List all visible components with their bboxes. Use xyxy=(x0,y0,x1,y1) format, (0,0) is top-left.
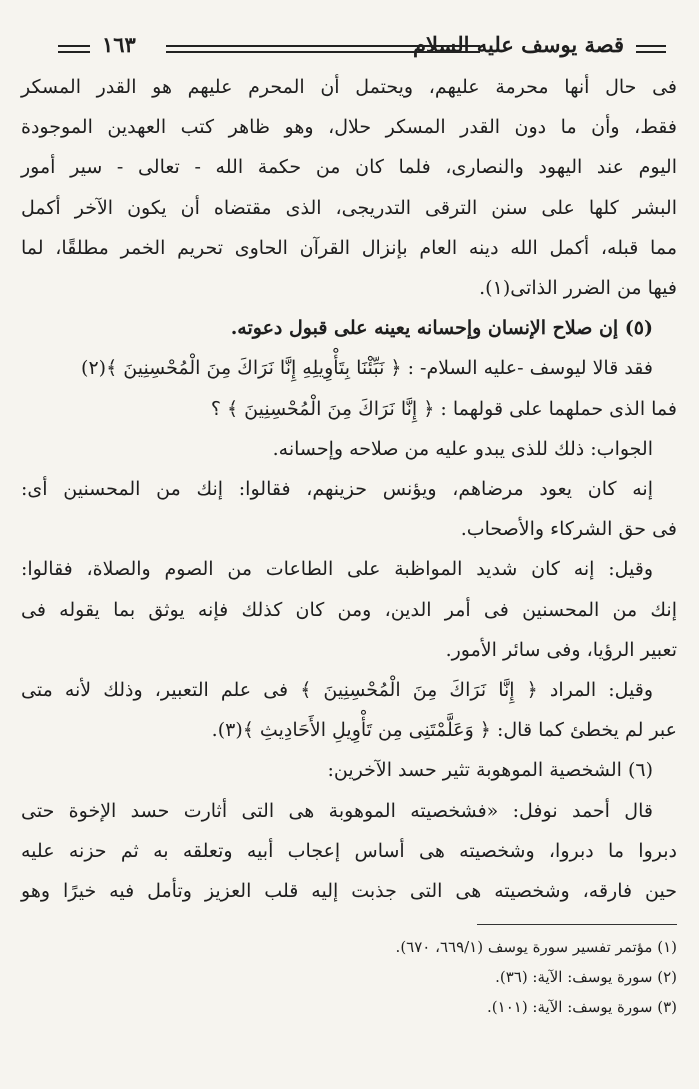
header-rule-middle xyxy=(166,45,480,53)
footnote-divider xyxy=(477,924,677,925)
header-rule-right xyxy=(636,45,666,53)
running-header xyxy=(58,32,666,68)
text-line: وقيل: إنه كان شديد المواظبة على الطاعات من الصوم والصلاة، فقالوا: xyxy=(21,558,653,581)
footnote: (١) مؤتمر تفسير سورة يوسف (٦٦٩/١، ٦٧٠). xyxy=(395,938,677,956)
text-line: عبر لم يخطئ كما قال: ﴿ وَعَلَّمْتَنِى مِن تَأْوِيلِ الأَحَادِيثِ ﴾(٣). xyxy=(211,719,677,742)
text-line: اليوم عند اليهود والنصارى، فلما كان من حكمة الله - تعالى - سير أمور xyxy=(21,156,677,179)
text-line: البشر كلها على سنن الترقى التدريجى، الذى مقتضاه أن يكون الآخر أكمل xyxy=(21,196,677,219)
text-line: فما الذى حملهما على قولهما : ﴿ إِنَّا نَرَاكَ مِنَ الْمُحْسِنِينَ ﴾ ؟ xyxy=(210,397,677,420)
text-line: تعبير الرؤيا، وفى سائر الأمور. xyxy=(445,638,677,661)
text-line: فى حال أنها محرمة عليهم، ويحتمل أن المحرم عليهم هو القدر المسكر xyxy=(21,76,677,98)
text-line: قال أحمد نوفل: «فشخصيته الموهوبة هى التى أثارت حسد الإخوة حتى xyxy=(21,799,653,822)
text-line: فقد قالا ليوسف -عليه السلام- : ﴿ نَبِّئْنَا بِتَأْوِيلِهِ إِنَّا نَرَاكَ مِنَ الْمُحْسِنِينَ ﴾(٢) xyxy=(81,357,653,380)
footnote: (٢) سورة يوسف: الآية: (٣٦). xyxy=(495,968,677,986)
text-line: فقط، وأن ما دون القدر المسكر حلال، وهو ظاهر كتب العهدين الموجودة xyxy=(21,116,677,139)
text-line: حين فارقه، وشخصيته هى التى جذبت إليه قلب العزيز وتأمل فيه خيرًا وهو xyxy=(21,880,677,902)
header-title: قصة يوسف عليه السلام xyxy=(412,32,624,57)
text-line: (٥) إن صلاح الإنسان وإحسانه يعينه على قبول دعوته. xyxy=(230,317,653,340)
text-line: دبروا ما دبروا، وشخصيته هى أساس إعجاب أبيه وتعلقه به ثم حزنه عليه xyxy=(21,839,677,862)
text-line: فى حق الشركاء والأصحاب. xyxy=(460,518,677,541)
text-line: إنه كان يعود مرضاهم، ويؤنس حزينهم، فقالوا: إنك من المحسنين أى: xyxy=(21,478,653,500)
page-number: ١٦٣ xyxy=(102,32,136,57)
header-rule-left xyxy=(58,45,90,53)
text-line: وقيل: المراد ﴿ إِنَّا نَرَاكَ مِنَ الْمُحْسِنِينَ ﴾ فى علم التعبير، وذلك لأنه متى xyxy=(21,679,653,701)
text-line: إنك من المحسنين فى أمر الدين، ومن كان كذلك فإنه يوثق بما يقوله فى xyxy=(21,598,677,621)
text-line: الجواب: ذلك للذى يبدو عليه من صلاحه وإحسانه. xyxy=(272,437,653,460)
text-line: فيها من الضرر الذاتى(١). xyxy=(479,277,677,299)
text-line: (٦) الشخصية الموهوبة تثير حسد الآخرين: xyxy=(327,759,653,782)
footnote: (٣) سورة يوسف: الآية: (١٠١). xyxy=(487,998,677,1016)
text-line: مما قبله، أكمل الله دينه العام بإنزال القرآن الحاوى تحريم الخمر مطلقًا، لما xyxy=(21,236,677,259)
